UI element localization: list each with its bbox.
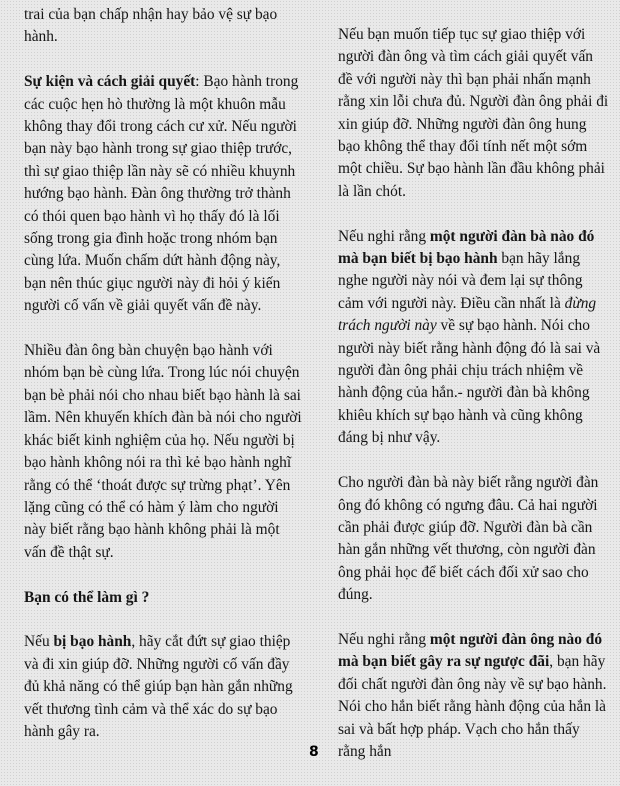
abused-emphasis: bị bạo hành: [53, 633, 132, 651]
facts-text: : Bạo hành trong các cuộc hẹn hò thường là một khuôn mẫu không thay đổi trong cách cư xử. Nếu người bạn này bạo hành trong sự giao thiệp trước, thì sự giao thiệp lần này sẽ có nhiều khuynh hướng bạo hành. Đàn ông thường trở thành có thói quen bạo hành vì họ thấy đó là lối sống trong gia đình hoặc trong nhóm bạn cùng lứa. Muốn chấm dứt hành động này, bạn nên thúc giục người này đi hỏi ý kiến người cố vấn về giải quyết vấn đề này.: [24, 73, 299, 315]
man-abuser-emphasis: một người đàn ông nào đó mà bạn biết gây ra sự ngược đãi: [338, 630, 603, 671]
page-number: 8: [309, 744, 319, 760]
what-can-you-do-heading: Bạn có thể làm gì ?: [24, 588, 150, 606]
right-paragraph-4: Nếu nghi rằng một người đàn ông nào đó mà bạn biết gây ra sự ngược đãi, bạn hãy đối chất người đàn ông này về sự bạo hành. Nói cho hắn biết rằng hành động của hắn là sai và bất hợp pháp. Vạch cho hắn thấy rằng hắn: [338, 630, 607, 760]
woman-abused-emphasis: một người đàn bà nào đó mà bạn biết bị bạo hành: [338, 227, 595, 268]
left-paragraph-4: Nếu bị bạo hành, hãy cắt đứt sự giao thiệp và đi xin giúp đỡ. Những người cố vấn đầy đủ khả năng có thể giúp bạn hàn gắn những vết thương tình cảm và thể xác do sự bạo hành gây ra.: [24, 633, 293, 740]
right-paragraph-3: Cho người đàn bà này biết rằng người đàn ông đó không có ngưng đâu. Cả hai người cần phải được giúp đỡ. Người đàn bà cần hàn gắn những vết thương, còn người đàn ông phải học để biết cách đối xử sao cho đúng.: [338, 474, 599, 604]
right-paragraph-2: Nếu nghi rằng một người đàn bà nào đó mà bạn biết bị bạo hành bạn hãy lắng nghe người này nói và đem lại sự thông cảm với người này. Điều cần nhất là đừng trách người này về sự bạo hành. Nói cho người này biết rằng hành động đó là sai và người đàn ông phải chịu trách nhiệm về hành động của hắn.- người đàn bà không khiêu khích sự bạo hành và cũng không đáng bị như vậy.: [338, 227, 601, 447]
right-paragraph-1: Nếu bạn muốn tiếp tục sự giao thiệp với người đàn ông và tìm cách giải quyết vấn đề với người này thì bạn phải nhấn mạnh rằng xin lỗi chưa đủ. Người đàn ông phải đi xin giúp đỡ. Những người đàn ông hung bạo không thể thay đổi tính nết một sớm một chiều. Sự bạo hành lần đầu không phải là lần chót.: [338, 26, 609, 200]
left-column: [24, 0, 304, 766]
left-paragraph-1: trai của bạn chấp nhận hay bảo vệ sự bạo hành.: [24, 6, 278, 46]
facts-heading: Sự kiện và cách giải quyết: [24, 73, 196, 91]
right-column: [338, 24, 610, 786]
left-paragraph-2: [24, 71, 304, 317]
left-paragraph-3: Nhiều đàn ông bàn chuyện bạo hành với nhóm bạn bè cùng lứa. Trong lúc nói chuyện bạn bè phải nói cho nhau biết bạo hành là sai lầm. Nên khuyến khích đàn bà nói cho người khác biết kinh nghiệm của họ. Nếu người bị bạo hành không nói ra thì kẻ bạo hành nghĩ rằng có thể ‘thoát được sự trừng phạt’. Yên lặng cũng có thể có hàm ý làm cho người này biết rằng bạo hành không phải là một vấn đề thật sự.: [24, 342, 302, 561]
dont-blame-emphasis: đừng trách người này: [338, 294, 597, 335]
